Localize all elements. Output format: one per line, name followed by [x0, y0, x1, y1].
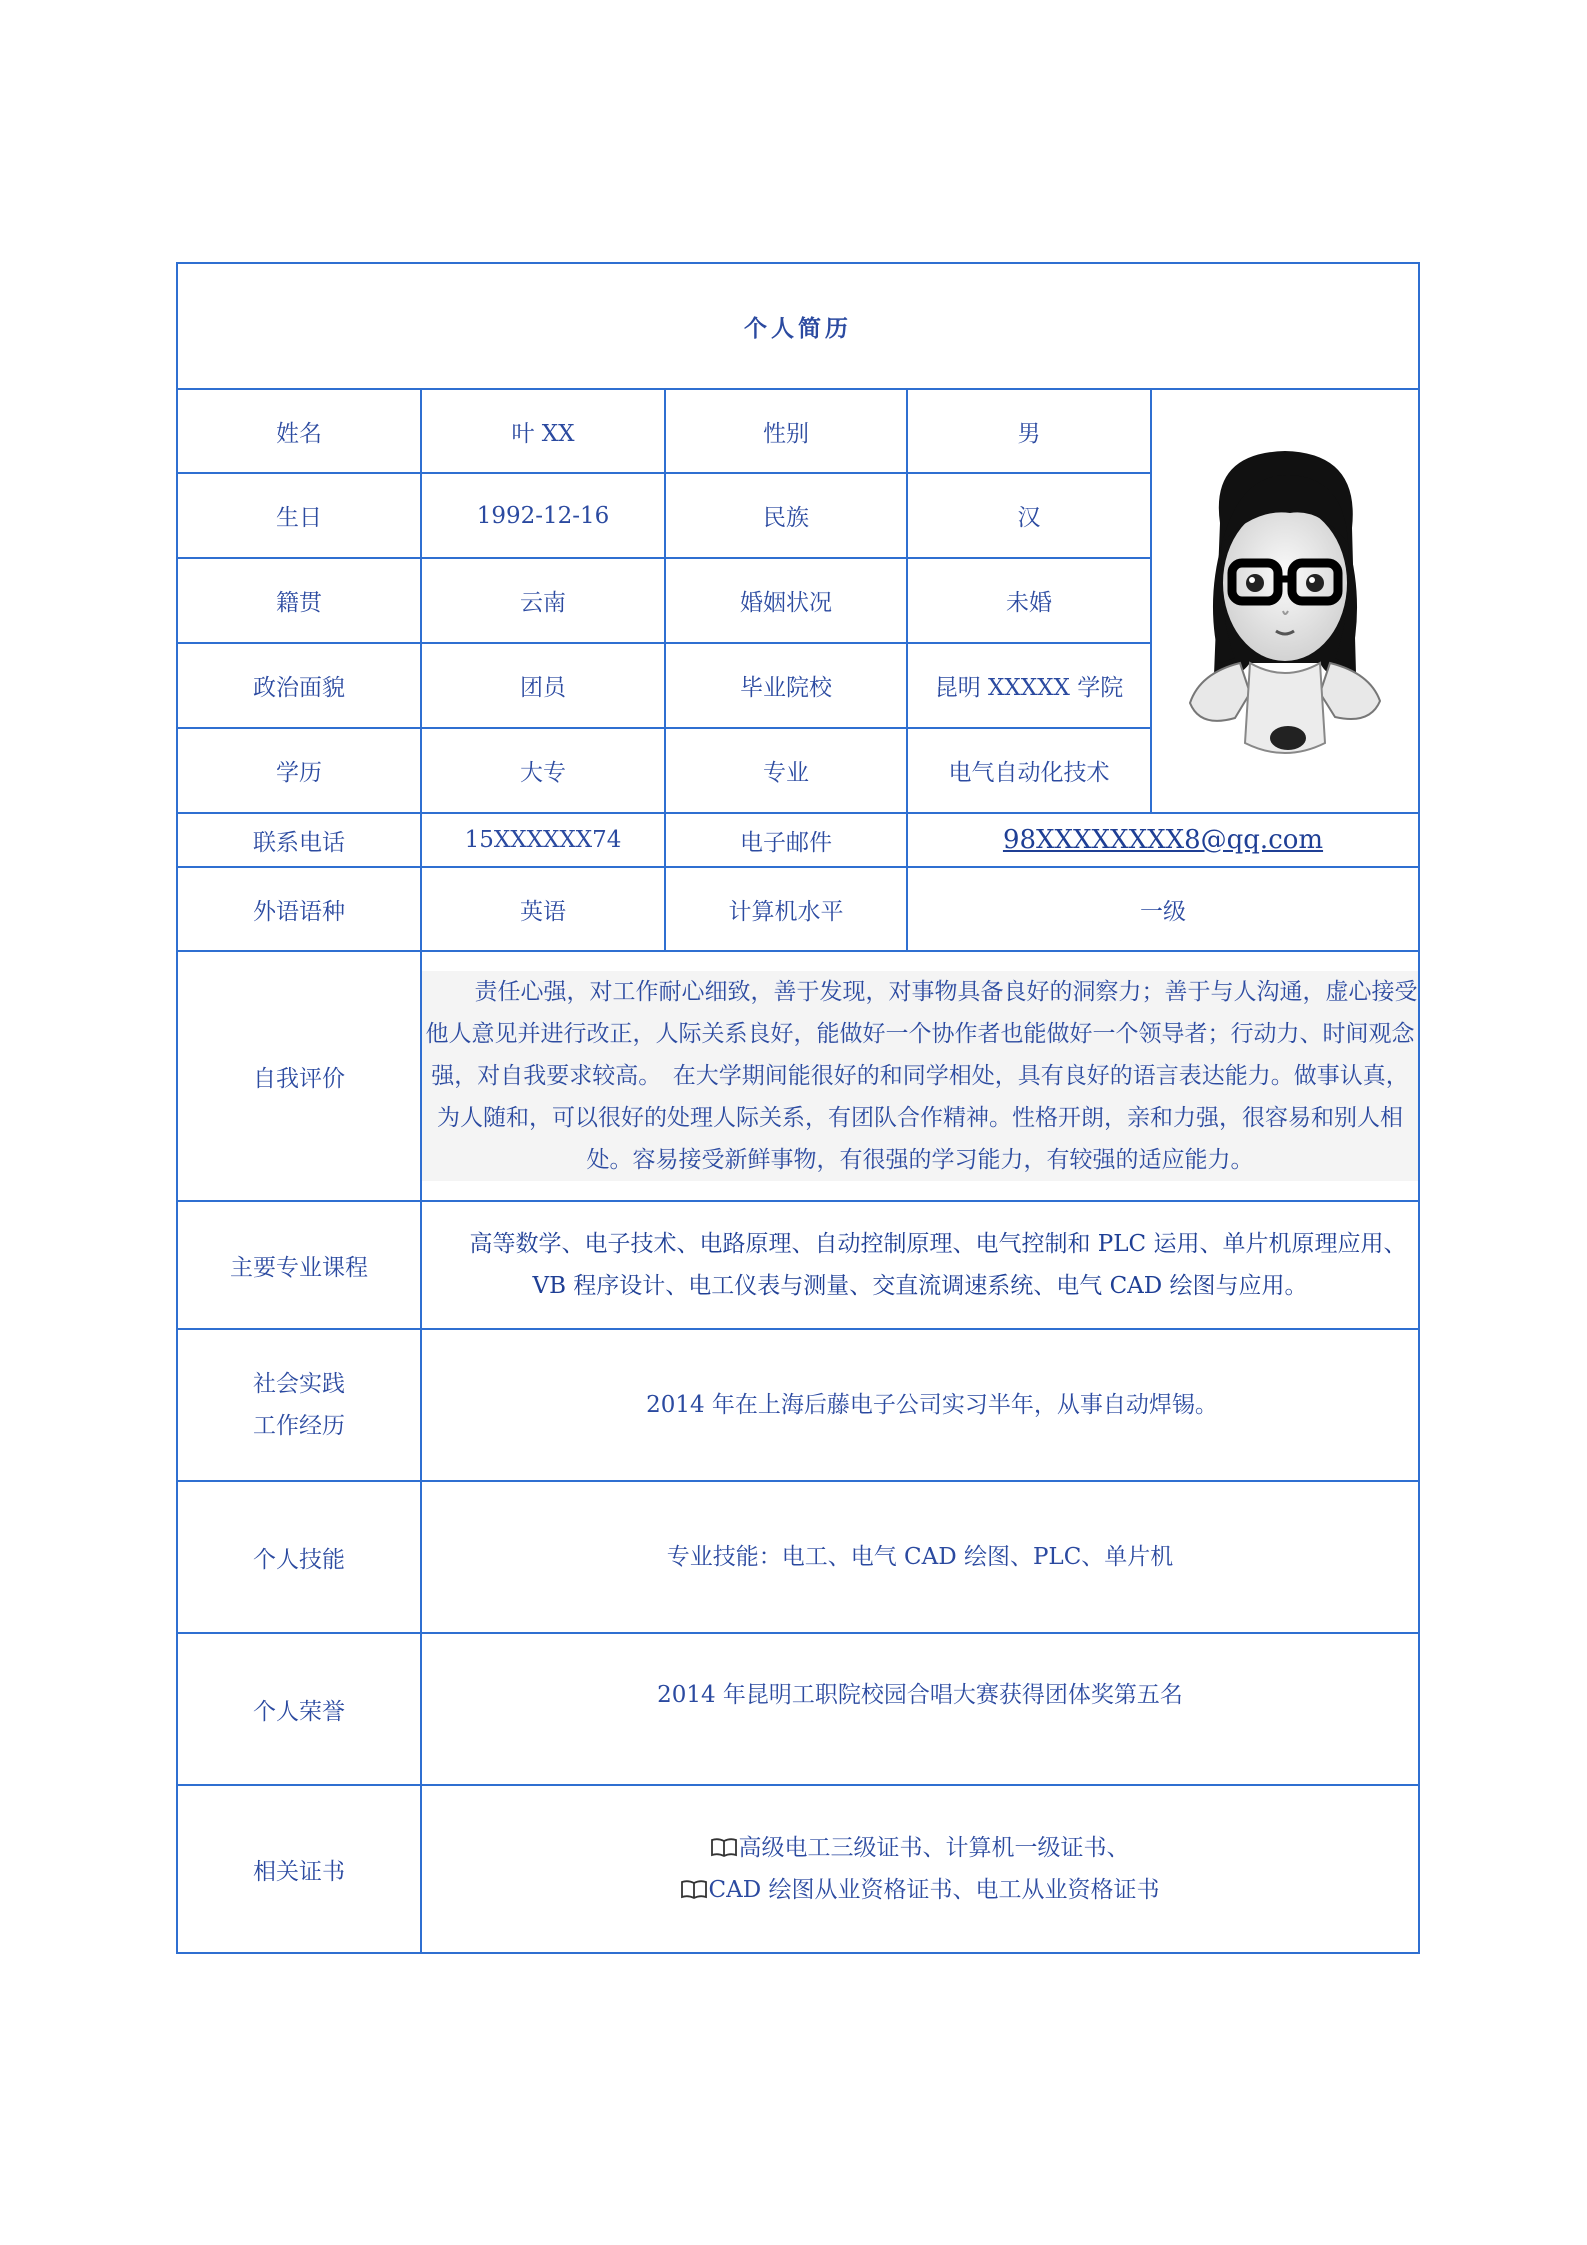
- political-value: 团员: [421, 643, 665, 728]
- practice-label-line-2: 工作经历: [253, 1413, 345, 1439]
- origin-label: 籍贯: [177, 558, 421, 643]
- practice-label: [177, 1329, 421, 1481]
- page-title: 个人简历: [177, 263, 1419, 389]
- eval-label: 自我评价: [177, 951, 421, 1201]
- cert-line-1: [422, 1827, 1418, 1869]
- course-cell: [421, 1201, 1419, 1329]
- school-label: 毕业院校: [665, 643, 907, 728]
- ethnic-value: 汉: [907, 473, 1151, 558]
- cert-line-2: [422, 1869, 1418, 1911]
- birth-value: 1992-12-16: [421, 473, 665, 558]
- practice-label-line-1: 社会实践: [253, 1371, 345, 1397]
- computer-value: 一级: [907, 867, 1419, 951]
- honor-label: 个人荣誉: [177, 1633, 421, 1785]
- email-label: 电子邮件: [665, 813, 907, 867]
- marital-value: 未婚: [907, 558, 1151, 643]
- edu-label: 学历: [177, 728, 421, 813]
- eval-text: 责任心强，对工作耐心细致，善于发现，对事物具备良好的洞察力；善于与人沟通，虚心接受他人意见并进行改正，人际关系良好，能做好一个协作者也能做好一个领导者；行动力、时间观念强，对自我要求较高。 在大学期间能很好的和同学相处，具有良好的语言表达能力。做事认真，为人随和，可以很好的处理人际关系，有团队合作精神。性格开朗，亲和力强，很容易和别人相处。容易接受新鲜事物，有很强的学习能力，有较强的适应能力。: [422, 971, 1418, 1181]
- resume-table: [176, 262, 1420, 1954]
- lang-label: 外语语种: [177, 867, 421, 951]
- honor-text: 2014 年昆明工职院校园合唱大赛获得团体奖第五名: [657, 1682, 1183, 1708]
- name-label: 姓名: [177, 389, 421, 473]
- cert-label: 相关证书: [177, 1785, 421, 1953]
- name-value: 叶 XX: [421, 389, 665, 473]
- course-text: 高等数学、电子技术、电路原理、自动控制原理、电气控制和 PLC 运用、单片机原理应用、VB 程序设计、电工仪表与测量、交直流调速系统、电气 CAD 绘图与应用。: [469, 1231, 1407, 1299]
- birth-label: 生日: [177, 473, 421, 558]
- practice-cell: [421, 1329, 1419, 1481]
- major-value: 电气自动化技术: [907, 728, 1151, 813]
- gender-value: 男: [907, 389, 1151, 473]
- phone-label: 联系电话: [177, 813, 421, 867]
- skills-text: 专业技能：电工、电气 CAD 绘图、PLC、单片机: [666, 1544, 1174, 1570]
- honor-cell: [421, 1633, 1419, 1785]
- course-label: 主要专业课程: [177, 1201, 421, 1329]
- gender-label: 性别: [665, 389, 907, 473]
- ethnic-label: 民族: [665, 473, 907, 558]
- cert-text-2: CAD 绘图从业资格证书、电工从业资格证书: [708, 1877, 1160, 1903]
- computer-label: 计算机水平: [665, 867, 907, 951]
- practice-text: 2014 年在上海后藤电子公司实习半年，从事自动焊锡。: [646, 1392, 1218, 1418]
- edu-value: 大专: [421, 728, 665, 813]
- major-label: 专业: [665, 728, 907, 813]
- photo-cell: [1151, 389, 1419, 813]
- lang-value: 英语: [421, 867, 665, 951]
- marital-label: 婚姻状况: [665, 558, 907, 643]
- email-cell: [907, 813, 1419, 867]
- book-icon: [711, 1837, 737, 1857]
- avatar: [1180, 433, 1390, 763]
- skills-label: 个人技能: [177, 1481, 421, 1633]
- book-icon: [681, 1879, 707, 1899]
- cert-text-1: 高级电工三级证书、计算机一级证书、: [738, 1835, 1130, 1861]
- political-label: 政治面貌: [177, 643, 421, 728]
- origin-value: 云南: [421, 558, 665, 643]
- email-link[interactable]: 98XXXXXXXX8@qq.com: [1002, 825, 1324, 855]
- skills-cell: [421, 1481, 1419, 1633]
- eval-cell: [421, 951, 1419, 1201]
- school-value: 昆明 XXXXX 学院: [907, 643, 1151, 728]
- cert-cell: [421, 1785, 1419, 1953]
- phone-value: 15XXXXXX74: [421, 813, 665, 867]
